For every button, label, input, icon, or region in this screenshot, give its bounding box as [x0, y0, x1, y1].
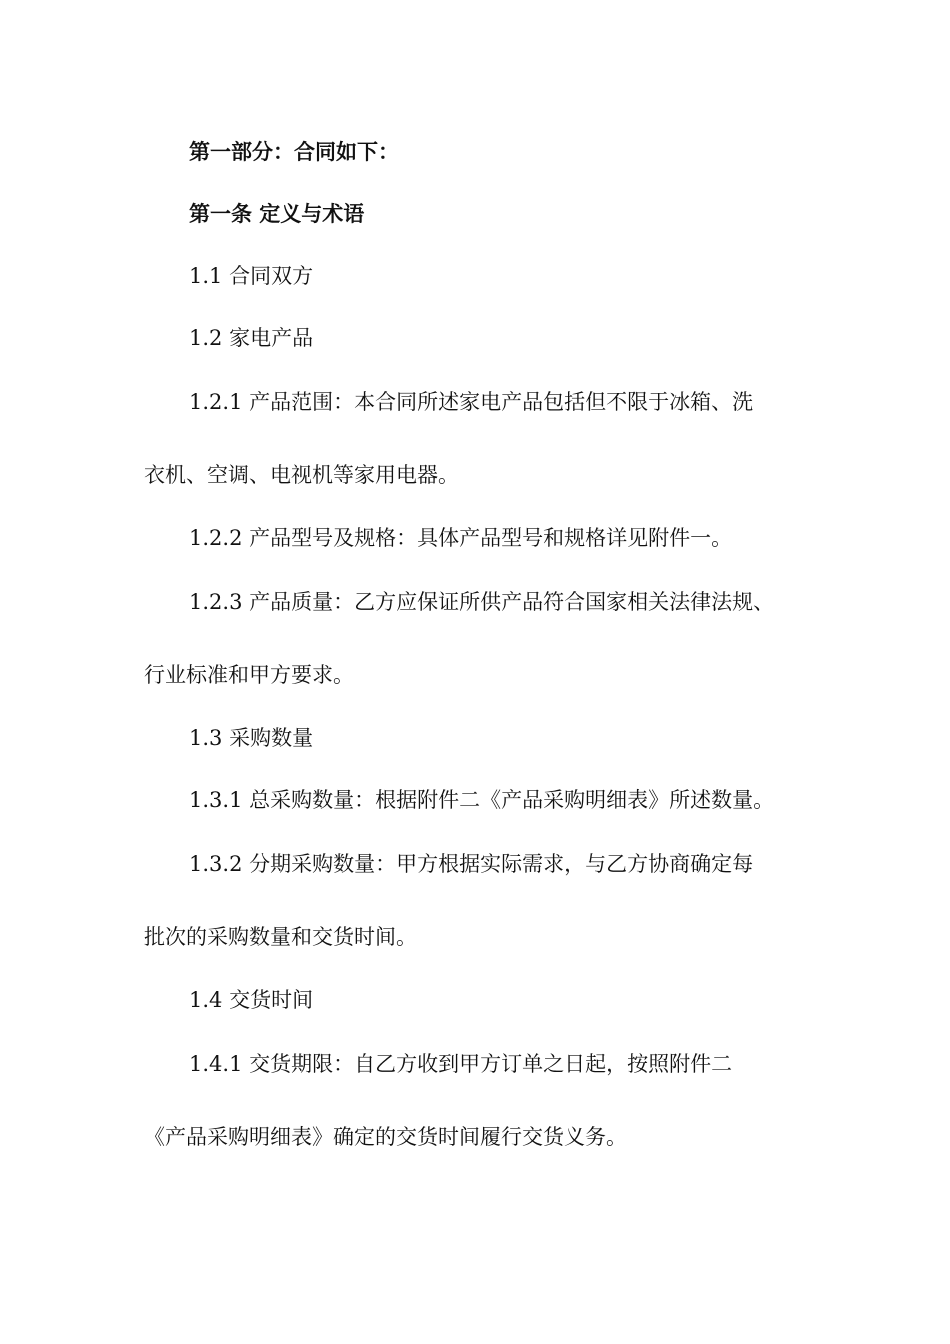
section-1-1: 1.1 合同双方: [189, 264, 314, 288]
section-1-4: 1.4 交货时间: [189, 988, 314, 1012]
article-heading: 第一条 定义与术语: [189, 202, 365, 226]
section-1-2-3-line1: 1.2.3 产品质量：乙方应保证所供产品符合国家相关法律法规、: [189, 590, 775, 614]
section-1-4-1-line1: 1.4.1 交货期限：自乙方收到甲方订单之日起，按照附件二: [189, 1052, 733, 1076]
section-1-2-1-line2: 衣机、空调、电视机等家用电器。: [144, 463, 459, 487]
section-1-2: 1.2 家电产品: [189, 326, 314, 350]
section-1-3: 1.3 采购数量: [189, 726, 314, 750]
part-heading: 第一部分：合同如下：: [189, 140, 399, 164]
section-1-3-1: 1.3.1 总采购数量：根据附件二《产品采购明细表》所述数量。: [189, 788, 775, 812]
section-1-3-2-line2: 批次的采购数量和交货时间。: [144, 925, 417, 949]
section-1-4-1-line2: 《产品采购明细表》确定的交货时间履行交货义务。: [144, 1125, 627, 1149]
section-1-3-2-line1: 1.3.2 分期采购数量：甲方根据实际需求，与乙方协商确定每: [189, 852, 754, 876]
section-1-2-2: 1.2.2 产品型号及规格：具体产品型号和规格详见附件一。: [189, 526, 733, 550]
section-1-2-3-line2: 行业标准和甲方要求。: [144, 663, 354, 687]
section-1-2-1-line1: 1.2.1 产品范围：本合同所述家电产品包括但不限于冰箱、洗: [189, 390, 754, 414]
